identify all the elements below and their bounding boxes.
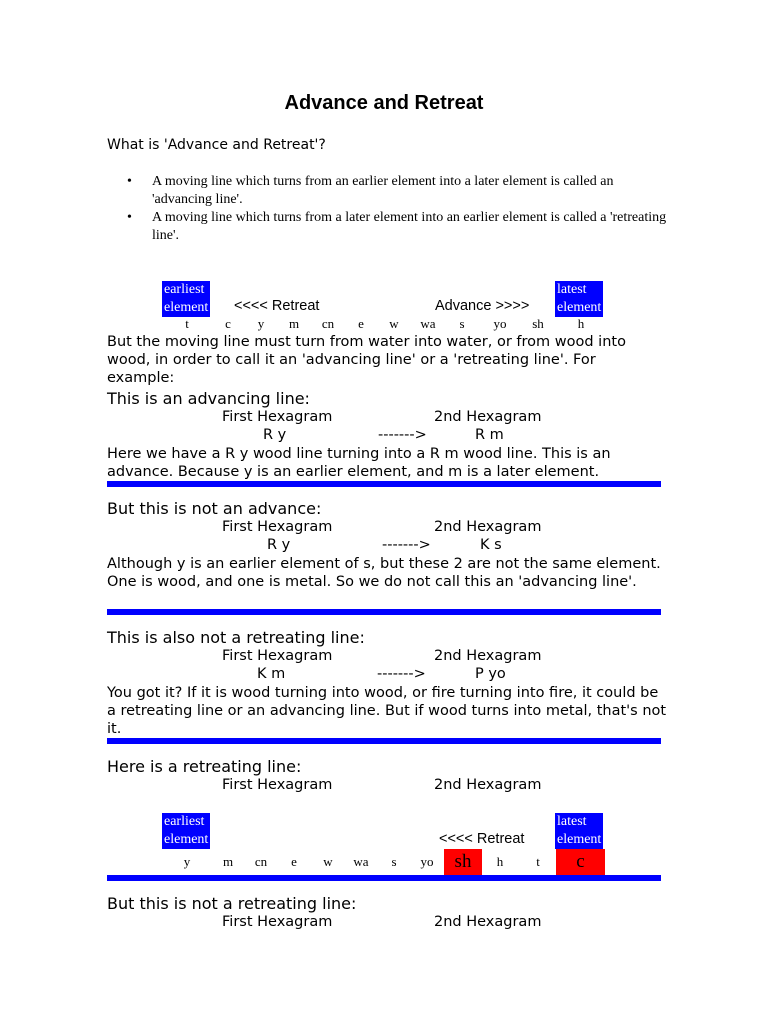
- retreat-label: <<<< Retreat: [439, 831, 525, 847]
- section-divider: [107, 875, 661, 881]
- element: y: [183, 854, 191, 869]
- element: y: [257, 316, 265, 331]
- second-hexagram-label: 2nd Hexagram: [434, 409, 542, 425]
- question-heading: What is 'Advance and Retreat'?: [107, 137, 326, 153]
- example-heading: Here is a retreating line:: [107, 757, 302, 776]
- to-lines: P yo: [475, 666, 506, 682]
- element: e: [291, 854, 297, 869]
- intro-text: But the moving line must turn from water into water, or from wood into wood, in order to call it an 'advancing line' or a 'retreating line'. For example:: [107, 334, 626, 386]
- definition-list: [107, 173, 667, 245]
- element: w: [389, 316, 399, 331]
- element: s: [459, 316, 465, 331]
- section-divider: [107, 738, 661, 744]
- first-hexagram-label: First Hexagram: [222, 914, 333, 930]
- element: yo: [420, 854, 434, 869]
- page-title: Advance and Retreat: [284, 92, 484, 114]
- badge-line: earliest: [164, 814, 205, 829]
- element: t: [185, 316, 189, 331]
- element-sequence: [0, 854, 768, 872]
- second-hexagram-label: 2nd Hexagram: [434, 777, 542, 793]
- list-item: [107, 173, 667, 209]
- element: s: [391, 854, 397, 869]
- element: c: [225, 316, 231, 331]
- element: t: [536, 854, 540, 869]
- element: e: [358, 316, 364, 331]
- example-heading: This is an advancing line:: [107, 389, 310, 408]
- first-hexagram-label: First Hexagram: [222, 777, 333, 793]
- from-lines: K m: [257, 666, 286, 682]
- first-hexagram-label: First Hexagram: [222, 519, 333, 535]
- element: cn: [254, 854, 268, 869]
- retreat-label: <<<< Retreat: [234, 298, 320, 314]
- arrow: ------->: [377, 666, 426, 682]
- list-item: [107, 209, 667, 245]
- latest-element-badge: [555, 813, 603, 849]
- example-text: You got it? If it is wood turning into wood, or fire turning into fire, it could be a retreating line or an advancing line. But if wood turns into metal, that's not it.: [107, 685, 667, 737]
- first-hexagram-label: First Hexagram: [222, 409, 333, 425]
- bullet-icon: •: [127, 174, 132, 189]
- to-lines: R m: [475, 427, 504, 443]
- earliest-element-badge: [162, 813, 210, 849]
- second-hexagram-label: 2nd Hexagram: [434, 648, 542, 664]
- element: wa: [353, 854, 369, 869]
- bullet-icon: •: [127, 210, 132, 225]
- highlight-sh: sh: [444, 849, 482, 875]
- section-divider: [107, 609, 661, 615]
- badge-line: element: [164, 300, 209, 315]
- earliest-element-badge: [162, 281, 210, 317]
- element-sequence: [0, 316, 768, 334]
- example-text: Here we have a R y wood line turning into a R m wood line. This is an advance. Because y is an earlier element, and m is a later element.: [107, 446, 611, 480]
- element: w: [323, 854, 333, 869]
- element: yo: [493, 316, 507, 331]
- highlight-c: c: [556, 849, 605, 875]
- element: wa: [420, 316, 436, 331]
- example-heading: But this is not an advance:: [107, 499, 322, 518]
- badge-line: latest: [557, 814, 587, 829]
- bullet-text: A moving line which turns from a later element into an earlier element is called a 'retreating line'.: [152, 210, 667, 243]
- example-heading: But this is not a retreating line:: [107, 894, 357, 913]
- from-lines: R y: [263, 427, 287, 443]
- element: m: [288, 316, 300, 331]
- example-heading: This is also not a retreating line:: [107, 628, 365, 647]
- element: cn: [321, 316, 335, 331]
- advance-label: Advance >>>>: [435, 298, 530, 314]
- badge-line: element: [557, 300, 602, 315]
- section-divider: [107, 481, 661, 487]
- element: m: [222, 854, 234, 869]
- latest-element-badge: [555, 281, 603, 317]
- second-hexagram-label: 2nd Hexagram: [434, 914, 542, 930]
- example-text: Although y is an earlier element of s, but these 2 are not the same element. One is wood, and one is metal. So we do not call this an 'advancing line'.: [107, 556, 661, 590]
- second-hexagram-label: 2nd Hexagram: [434, 519, 542, 535]
- element: h: [577, 316, 585, 331]
- badge-line: element: [164, 832, 209, 847]
- first-hexagram-label: First Hexagram: [222, 648, 333, 664]
- to-lines: K s: [480, 537, 502, 553]
- from-lines: R y: [267, 537, 291, 553]
- badge-line: latest: [557, 282, 587, 297]
- bullet-text: A moving line which turns from an earlier element into a later element is called an 'advancing line'.: [152, 174, 614, 207]
- arrow: ------->: [378, 427, 427, 443]
- element: h: [496, 854, 504, 869]
- element: sh: [532, 316, 544, 331]
- arrow: ------->: [382, 537, 431, 553]
- badge-line: earliest: [164, 282, 205, 297]
- badge-line: element: [557, 832, 602, 847]
